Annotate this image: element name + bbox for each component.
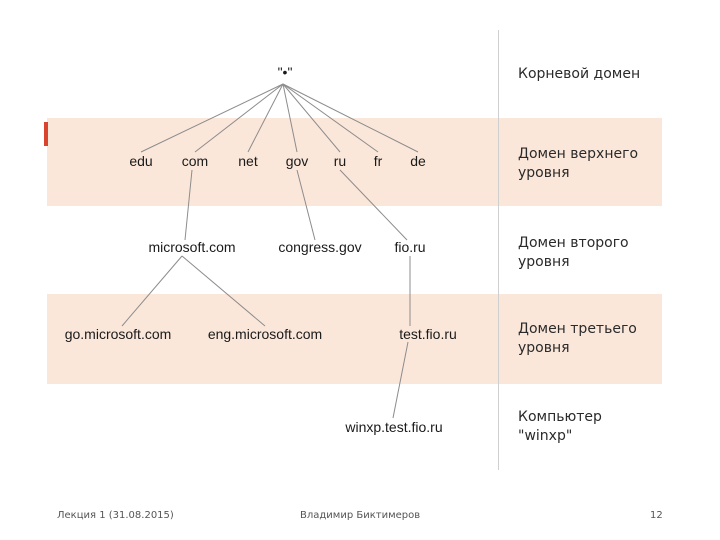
node-top-ru: ru xyxy=(333,153,347,169)
edge-root-ru xyxy=(283,84,340,152)
node-second-fio: fio.ru xyxy=(394,239,426,255)
level-label-top: Домен верхнего уровня xyxy=(518,146,639,181)
edge-test-winxp xyxy=(393,342,408,418)
edge-microsoft-go xyxy=(122,256,182,326)
node-top-gov: gov xyxy=(285,153,309,169)
edge-root-gov xyxy=(283,84,297,152)
edge-root-de xyxy=(283,84,418,152)
node-top-com: com xyxy=(181,153,209,169)
edge-ru-fio xyxy=(340,170,407,240)
node-third-test-fio: test.fio.ru xyxy=(399,326,457,342)
edge-root-com xyxy=(195,84,283,152)
node-top-de: de xyxy=(410,153,426,169)
node-second-congress: congress.gov xyxy=(278,239,362,255)
level-label-second: Домен второго уровня xyxy=(518,235,629,270)
edge-microsoft-eng xyxy=(182,256,265,326)
node-top-fr: fr xyxy=(373,153,383,169)
node-second-microsoft: microsoft.com xyxy=(148,239,236,255)
root-label: "•" xyxy=(277,64,293,80)
edge-root-edu xyxy=(141,84,283,152)
level-label-third: Домен третьего уровня xyxy=(518,321,637,356)
edge-root-net xyxy=(248,84,283,152)
node-top-net: net xyxy=(238,153,258,169)
level-label-root: Корневой домен xyxy=(518,66,641,82)
node-third-eng-microsoft: eng.microsoft.com xyxy=(207,326,323,342)
footer-page-number: 12 xyxy=(650,510,663,521)
footer-author: Владимир Биктимеров xyxy=(300,510,421,521)
edge-root-fr xyxy=(283,84,378,152)
node-computer-winxp: winxp.test.fio.ru xyxy=(345,419,443,435)
node-top-edu: edu xyxy=(129,153,153,169)
node-third-go-microsoft: go.microsoft.com xyxy=(64,326,172,342)
footer-lecture: Лекция 1 (31.08.2015) xyxy=(57,510,174,521)
edge-com-microsoft xyxy=(185,170,192,240)
edge-gov-congress xyxy=(297,170,315,240)
level-label-computer: Компьютер "winxp" xyxy=(518,409,602,444)
